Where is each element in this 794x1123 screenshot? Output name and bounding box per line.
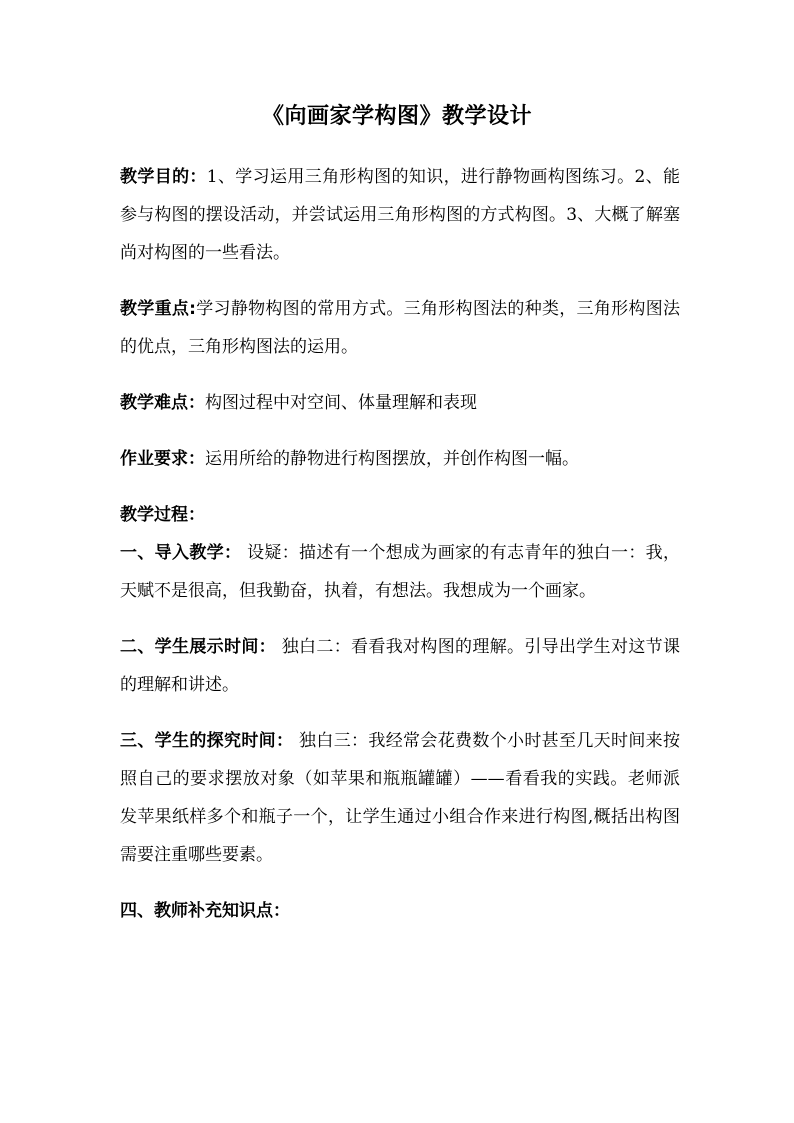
step-3-text: 独白三：我经常会花费数个小时甚至几天时间来按照自己的要求摆放对象（如苹果和瓶瓶罐罐）——看看我的实践。老师派发苹果纸样多个和瓶子一个，让学生通过小组合作来进行构图,概括出构图需要注重哪些要素。: [120, 731, 680, 865]
process-heading: [120, 496, 680, 534]
process-heading-label: 教学过程：: [120, 505, 205, 525]
homework-paragraph: [120, 440, 680, 478]
objectives-paragraph: [120, 158, 680, 272]
key-points-paragraph: [120, 290, 680, 366]
step-1-label: 一、导入教学：: [120, 543, 242, 563]
difficulties-paragraph: [120, 384, 680, 422]
key-points-text: 学习静物构图的常用方式。三角形构图法的种类，三角形构图法的优点，三角形构图法的运用。: [120, 299, 680, 357]
step-2-label: 二、学生展示时间：: [120, 637, 276, 657]
step-3-label: 三、学生的探究时间：: [120, 731, 294, 751]
step-2-text: 独白二：看看我对构图的理解。引导出学生对这节课的理解和讲述。: [120, 637, 681, 695]
homework-text: 运用所给的静物进行构图摆放，并创作构图一幅。: [205, 449, 579, 469]
step-3-paragraph: [120, 722, 680, 874]
step-1-text: 设疑：描述有一个想成为画家的有志青年的独白一：我，天赋不是很高，但我勤奋，执着，有想法。我想成为一个画家。: [120, 543, 681, 601]
document-body: [120, 158, 680, 930]
step-2-paragraph: [120, 628, 680, 704]
objectives-text: 1、学习运用三角形构图的知识，进行静物画构图练习。2、能参与构图的摆设活动，并尝试运用三角形构图的方式构图。3、大概了解塞尚对构图的一些看法。: [120, 167, 680, 263]
key-points-label: 教学重点:: [120, 299, 196, 319]
step-1-paragraph: [120, 534, 680, 610]
document-title: 《向画家学构图》教学设计: [261, 104, 532, 129]
step-4-label: 四、教师补充知识点：: [120, 901, 290, 921]
step-4-paragraph: [120, 892, 680, 930]
difficulties-label: 教学难点：: [120, 393, 205, 413]
difficulties-text: 构图过程中对空间、体量理解和表现: [205, 393, 477, 413]
homework-label: 作业要求：: [120, 449, 205, 469]
objectives-label: 教学目的：: [120, 167, 207, 187]
